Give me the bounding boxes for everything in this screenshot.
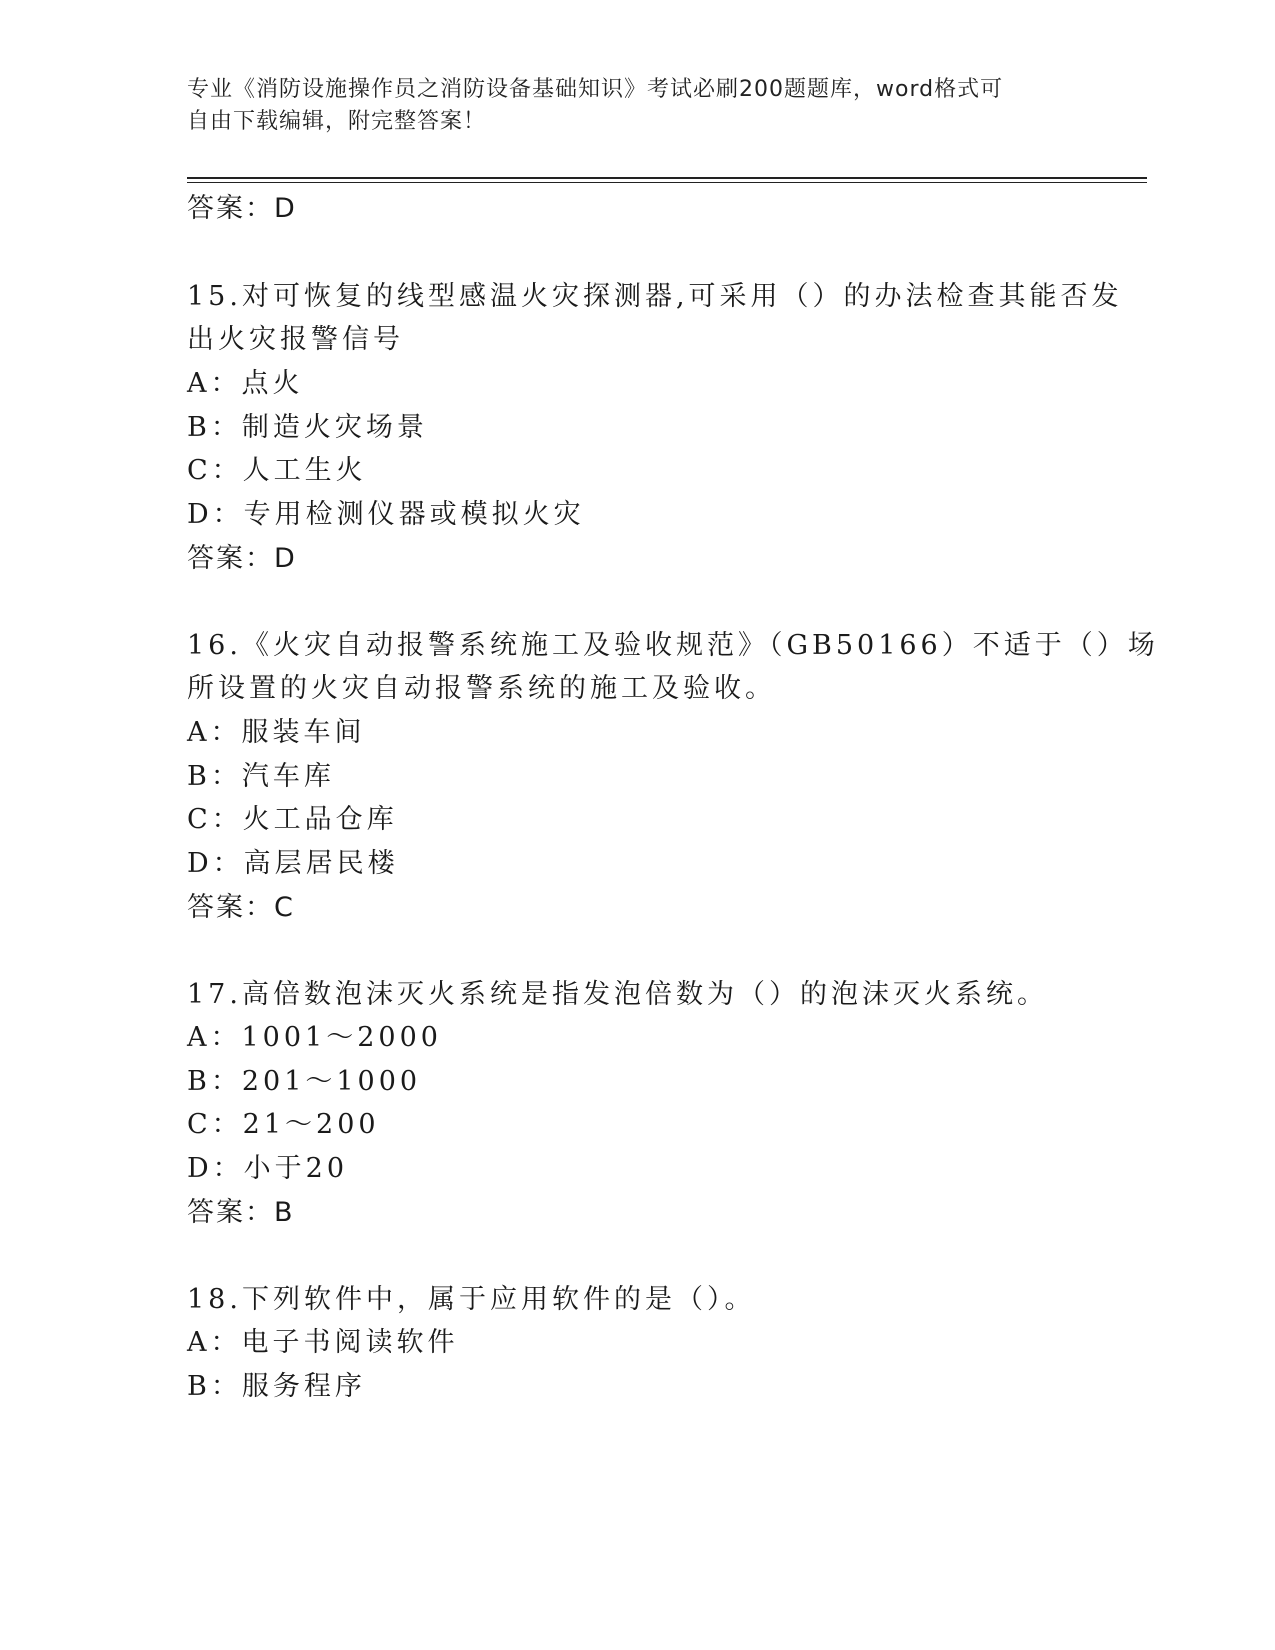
- question-15-option-b: B：制造火灾场景: [187, 412, 428, 443]
- question-16-option-a: A：服装车间: [187, 717, 366, 748]
- question-16-option-d: D：高层居民楼: [187, 848, 399, 879]
- answer-14: 答案：D: [187, 193, 297, 224]
- question-16-option-b: B：汽车库: [187, 761, 335, 792]
- question-18-stem-1: 18.下列软件中，属于应用软件的是（）。: [187, 1284, 756, 1315]
- question-15-option-a: A：点火: [187, 368, 304, 399]
- question-15-option-c: C：人工生火: [187, 455, 367, 486]
- question-16-option-c: C：火工品仓库: [187, 804, 398, 835]
- header-rule-thick: [187, 177, 1147, 179]
- header-rule-thin: [187, 182, 1147, 183]
- header-line-1: 专业《消防设施操作员之消防设备基础知识》考试必刷200题题库，word格式可: [187, 77, 1004, 102]
- answer-15: 答案：D: [187, 543, 297, 574]
- question-17-stem-1: 17.高倍数泡沫灭火系统是指发泡倍数为（）的泡沫灭火系统。: [187, 979, 1048, 1010]
- question-17-option-d: D：小于20: [187, 1153, 349, 1184]
- question-17-option-c: C：21～200: [187, 1109, 380, 1140]
- question-16-stem-2: 所设置的火灾自动报警系统的施工及验收。: [187, 673, 776, 704]
- question-15-stem-2: 出火灾报警信号: [187, 324, 404, 355]
- question-15-option-d: D：专用检测仪器或模拟火灾: [187, 499, 585, 530]
- document-header: [187, 74, 1077, 138]
- question-15-stem-1: 15.对可恢复的线型感温火灾探测器,可采用（）的办法检查其能否发: [187, 281, 1123, 312]
- question-17-option-a: A：1001～2000: [187, 1022, 442, 1053]
- question-18-option-b: B：服务程序: [187, 1371, 366, 1402]
- question-18-option-a: A：电子书阅读软件: [187, 1327, 459, 1358]
- answer-16: 答案：C: [187, 892, 295, 923]
- answer-17: 答案：B: [187, 1197, 295, 1228]
- question-16-stem-1: 16.《火灾自动报警系统施工及验收规范》（GB50166）不适于（）场: [187, 630, 1159, 661]
- header-line-2: 自由下载编辑，附完整答案！: [187, 109, 487, 134]
- question-17-option-b: B：201～1000: [187, 1066, 422, 1097]
